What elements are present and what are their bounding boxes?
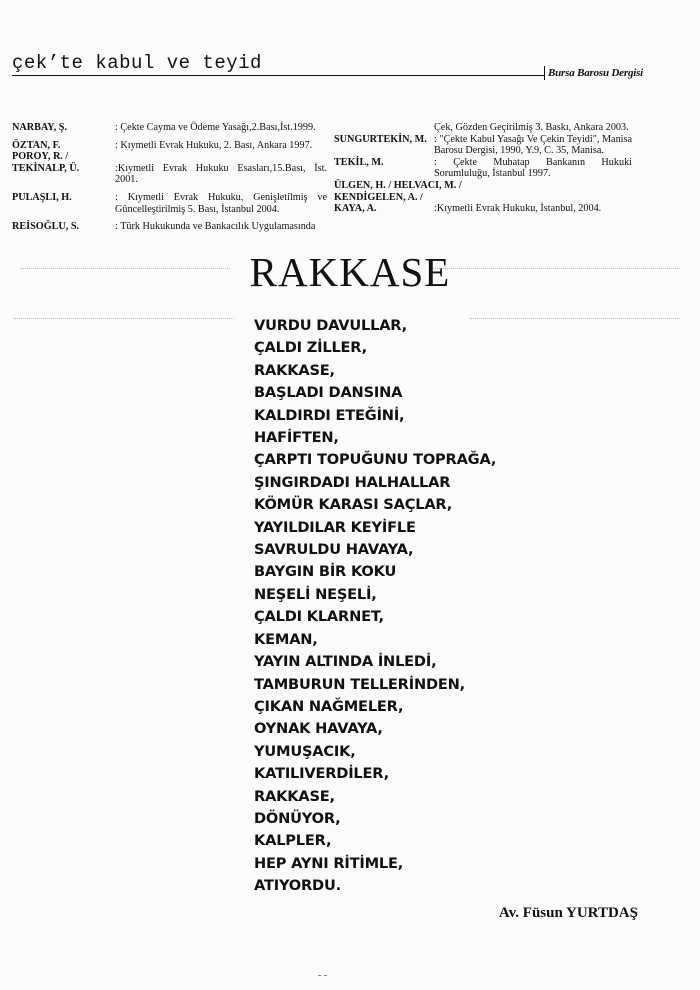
reference-text: : "Çekte Kabul Yasağı Ve Çekin Teyidi", Manisa Barosu Dergisi, 1990, Y.9, C. 35, Manisa. [434, 133, 632, 157]
reference-text: :Kıymetli Evrak Hukuku Esasları,15.Bası, İst. 2001. [115, 162, 327, 186]
reference-entry [12, 192, 327, 215]
poem-line: HAFİFTEN, [254, 429, 339, 447]
reference-entry [12, 122, 327, 134]
reference-author: ÖZTAN, F. [12, 139, 61, 151]
reference-author: TEKİL, M. [334, 156, 384, 168]
poem-line: KALPLER, [254, 832, 332, 850]
reference-entry [334, 134, 632, 157]
reference-author: KAYA, A. [334, 203, 377, 215]
reference-entry [12, 151, 327, 163]
poem-title: RAKKASE [249, 249, 451, 295]
reference-entry [334, 122, 632, 134]
poem-line: KEMAN, [254, 630, 318, 648]
reference-entry [334, 157, 632, 180]
reference-author: KENDİGELEN, A. / [334, 191, 423, 203]
poem-line: KALDIRDI ETEĞİNİ, [254, 406, 405, 424]
poem-line: ŞINGIRDADI HALHALLAR [254, 473, 451, 491]
reference-text: Çek, Gözden Geçirilmiş 3. Baskı, Ankara 2003. [434, 122, 629, 133]
poem-line: ATIYORDU. [254, 877, 341, 895]
reference-author: NARBAY, Ş. [12, 122, 68, 133]
poem-line: OYNAK HAVAYA, [254, 720, 383, 738]
poem-line: ÇALDI ZİLLER, [254, 339, 367, 357]
poem-line: YUMUŞACIK, [254, 742, 356, 760]
poem-line: TAMBURUN TELLERİNDEN, [254, 675, 466, 693]
header-title: çek’te kabul ve teyid [12, 52, 262, 74]
reference-entry [334, 192, 632, 204]
poem-line: BAYGIN BİR KOKU [254, 563, 397, 581]
poem-body [254, 315, 514, 898]
poem-line: HEP AYNI RİTİMLE, [254, 854, 404, 872]
journal-name: Bursa Barosu Dergisi [548, 67, 644, 79]
poem-line: RAKKASE, [254, 361, 335, 379]
poem-line: BAŞLADI DANSINA [254, 384, 403, 402]
reference-entry [12, 163, 327, 186]
page-number-mark: - - [318, 970, 328, 981]
reference-text: : Kıymetli Evrak Hukuku, 2. Bası, Ankara 1997. [115, 139, 313, 151]
poem-line: ÇALDI KLARNET, [254, 608, 384, 626]
reference-text: : Türk Hukukunda ve Bankacılık Uygulamasında [115, 221, 316, 233]
poem-line: KATILIVERDİLER, [254, 765, 389, 783]
reference-entry [12, 221, 327, 233]
poem-line: ÇARPTI TOPUĞUNU TOPRAĞA, [254, 451, 497, 469]
reference-text [115, 151, 327, 163]
header-rule [12, 75, 544, 76]
poem-line: YAYILDILAR KEYİFLE [254, 518, 416, 536]
reference-author: POROY, R. / [12, 151, 69, 163]
reference-entry [334, 180, 632, 192]
reference-author: REİSOĞLU, S. [12, 221, 80, 233]
reference-author: SUNGURTEKİN, M. [334, 133, 427, 145]
poem-line: NEŞELİ NEŞELİ, [254, 585, 377, 603]
reference-text: :Kıymetli Evrak Hukuku, İstanbul, 2004. [434, 203, 602, 215]
reference-entry [12, 140, 327, 152]
reference-text: : Çekte Cayma ve Ödeme Yasağı,2.Bası,İst.1999. [115, 122, 316, 133]
header-divider [544, 66, 545, 80]
references-left-column [12, 122, 327, 233]
reference-text [434, 180, 632, 192]
poem-line: ÇIKAN NAĞMELER, [254, 697, 404, 715]
reference-author: TEKİNALP, Ü. [12, 162, 80, 174]
poem-line: VURDU DAVULLAR, [254, 317, 407, 334]
reference-text: : Çekte Muhatap Bankanın Hukuki Sorumluluğu, İstanbul 1997. [434, 156, 632, 180]
reference-entry [334, 203, 632, 215]
poem-line: KÖMÜR KARASI SAÇLAR, [254, 496, 453, 514]
reference-text [434, 192, 632, 204]
reference-text: : Kıymetli Evrak Hukuku, Genişletilmiş ve Güncelleştirilmiş 5. Bası, İstanbul 2004. [115, 191, 327, 215]
poem-line: RAKKASE, [254, 787, 335, 805]
poem-line: YAYIN ALTINDA İNLEDİ, [254, 653, 437, 671]
poem-author: Av. Füsun YURTDAŞ [498, 905, 638, 921]
poem-line: DÖNÜYOR, [254, 809, 341, 827]
references-right-column [334, 122, 632, 215]
reference-author: ÜLGEN, H. / HELVACI, M. / [334, 179, 462, 191]
scan-noise [14, 318, 234, 319]
poem-line: SAVRULDU HAVAYA, [254, 541, 414, 559]
reference-author: PULAŞLI, H. [12, 191, 72, 203]
